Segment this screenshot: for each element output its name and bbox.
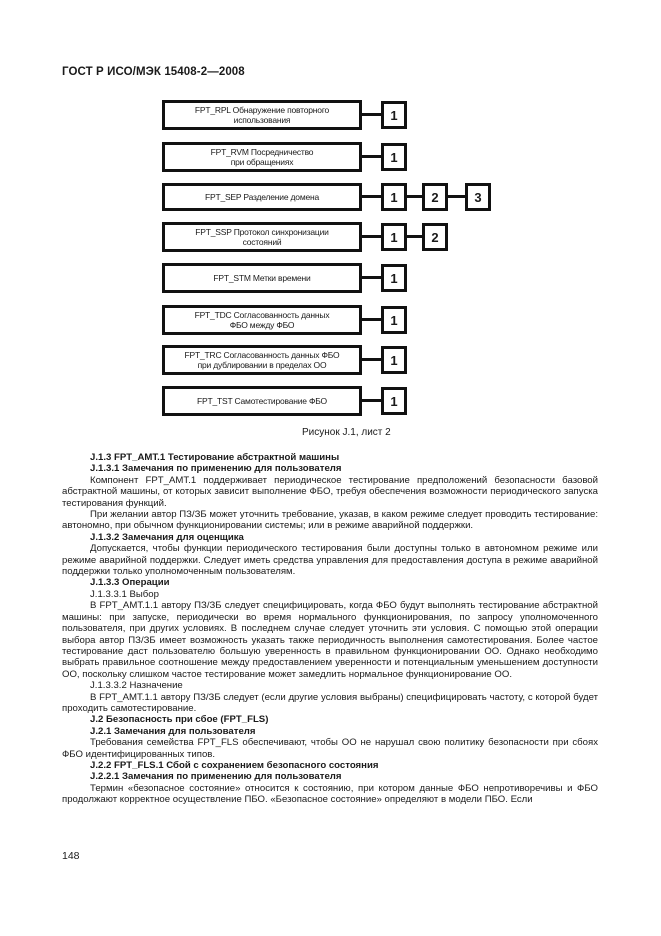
paragraph: Термин «безопасное состояние» относится к состоянию, при котором данные ФБО непротиворечивы и ФБО продолжают корректное осуществление ПБО. «Безопасное состояние» определяют в модели ПБО. Если [62, 782, 598, 806]
paragraph: Допускается, чтобы функции периодического тестирования были доступны только в автономном режиме или режиме аварийной поддержки. Следует иметь средства управления для предоставления доступа в режиме аварийной поддержки только уполномоченным пользователям. [62, 543, 598, 578]
section-heading: J.1.3.3 Операции [90, 577, 170, 589]
paragraph: Компонент FPT_AMT.1 поддерживает периодическое тестирование предположений безопасности базовой абстрактной машины, от которых зависит выполнение ФБО, требуя обеспечения возможности периодического запуска тестирования функций. [62, 474, 598, 509]
figure-caption: Рисунок J.1, лист 2 [302, 427, 391, 438]
component-diagram [0, 0, 661, 430]
level-box: 1 [381, 306, 407, 334]
connector-line [362, 358, 381, 361]
component-box [162, 263, 362, 293]
paragraph: J.1.3.3.2 Назначение [90, 680, 183, 692]
component-box [162, 183, 362, 211]
connector-line [448, 195, 465, 198]
level-box: 3 [465, 183, 491, 211]
connector-line [362, 235, 381, 238]
level-box: 1 [381, 387, 407, 415]
section-heading: J.1.3 FPT_AMT.1 Тестирование абстрактной машины [90, 452, 340, 463]
page-number: 148 [62, 850, 80, 862]
level-box: 1 [381, 143, 407, 171]
component-name: FPT_TRC Согласованность данных ФБО [184, 350, 340, 360]
component-name-line2: состояний [242, 237, 282, 247]
section-heading: J.2.1 Замечания для пользователя [90, 725, 256, 737]
connector-line [362, 155, 381, 158]
connector-line [362, 195, 381, 198]
component-name: FPT_TDC Согласованность данных [194, 310, 330, 320]
connector-line [362, 318, 381, 321]
component-name: FPT_SSP Протокол синхронизации [195, 227, 329, 237]
component-name: FPT_RPL Обнаружение повторного [194, 105, 330, 115]
connector-line [362, 399, 381, 402]
level-box: 2 [422, 223, 448, 251]
section-heading: J.1.3.1 Замечания по применению для пользователя [90, 463, 342, 475]
component-name-line2: при обращениях [230, 157, 294, 167]
component-box [162, 142, 362, 172]
component-box [162, 345, 362, 375]
paragraph: В FPT_AMT.1.1 автору ПЗ/ЗБ следует специфицировать, когда ФБО будут выполнять тестирование абстрактной машины: при запуске, периодически во время нормального функционирования, по запросу уполномоченного пользователя, при других условиях. В последнем случае следует уточнить эти условия. С помощью этой операции выбора автор ПЗ/ЗБ имеет возможность указать также периодичность выполнения самотестирования. Более частое тестирование даст пользователю большую уверенность в правильном функционировании ОО. Однако необходимо выбрать правильное соотношение между предоставлением уверенности и потенциальным уменьшением доступности ОО, поскольку слишком частое тестирование может замедлить нормальное функционирование ОО. [62, 600, 598, 680]
section-heading: J.2.2 FPT_FLS.1 Сбой с сохранением безопасного состояния [90, 759, 379, 771]
component-box [162, 305, 362, 335]
component-name-line2: при дублировании в пределах ОО [197, 360, 327, 370]
level-box: 1 [381, 223, 407, 251]
level-box: 1 [381, 101, 407, 129]
connector-line [407, 235, 422, 238]
paragraph: Требования семейства FPT_FLS обеспечивают, чтобы ОО не нарушал свою политику безопасности при сбоях ФБО идентифицированных типов. [62, 737, 598, 760]
section-heading: J.2 Безопасность при сбое (FPT_FLS) [90, 714, 269, 726]
component-name: FPT_TST Самотестирование ФБО [197, 396, 327, 406]
level-box: 1 [381, 264, 407, 292]
body-text [62, 452, 598, 806]
document-header: ГОСТ Р ИСО/МЭК 15408-2—2008 [62, 66, 245, 78]
component-name-line2: использования [233, 115, 291, 125]
paragraph: В FPT_AMT.1.1 автору ПЗ/ЗБ следует (если другие условия выбраны) специфицировать частоту, с которой будет проходить самотестирование. [62, 691, 598, 714]
component-box [162, 100, 362, 130]
component-box [162, 386, 362, 416]
section-heading: J.1.3.2 Замечания для оценщика [90, 531, 244, 543]
section-heading: J.2.2.1 Замечания по применению для пользователя [90, 771, 342, 783]
connector-line [362, 113, 381, 116]
component-name-line2: ФБО между ФБО [229, 320, 295, 330]
level-box: 1 [381, 183, 407, 211]
component-box [162, 222, 362, 252]
component-name: FPT_RVM Посредничество [210, 147, 314, 157]
connector-line [407, 195, 422, 198]
component-name: FPT_STM Метки времени [213, 273, 311, 283]
connector-line [362, 276, 381, 279]
level-box: 1 [381, 346, 407, 374]
level-box: 2 [422, 183, 448, 211]
paragraph: J.1.3.3.1 Выбор [90, 588, 159, 600]
component-name: FPT_SEP Разделение домена [204, 192, 320, 202]
paragraph: При желании автор ПЗ/ЗБ может уточнить требование, указав, в каком режиме следует проводить тестирование: автономно, при обычном функционировании системы; или в режиме аварийной поддержки. [62, 509, 598, 532]
